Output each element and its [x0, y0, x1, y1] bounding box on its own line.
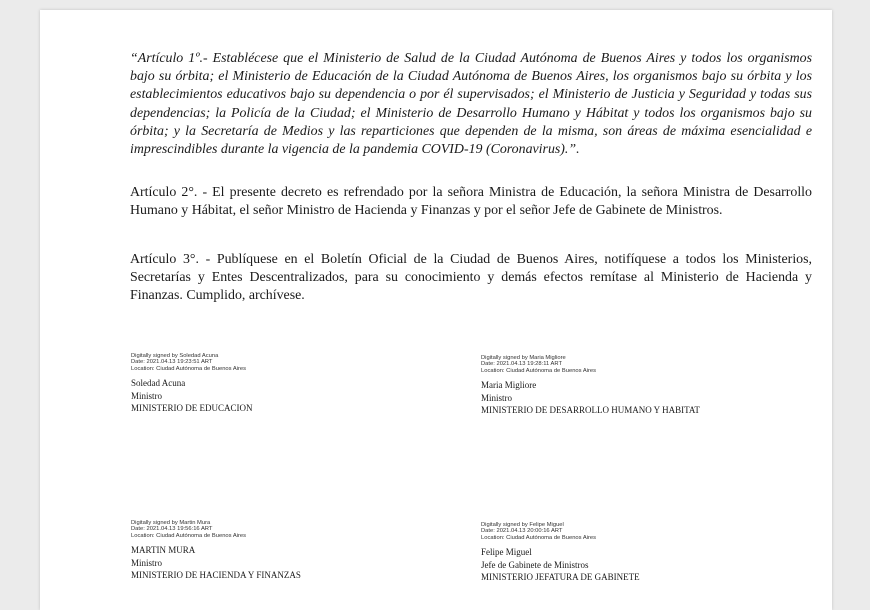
digital-signature-date: Date: 2021.04.13 19:28:11 ART: [481, 361, 563, 368]
document-page: [40, 10, 832, 610]
signature-block: [481, 522, 781, 583]
signer-name: MARTIN MURA: [131, 545, 196, 556]
signer-name: Soledad Acuna: [131, 378, 186, 389]
signer-name: Maria Migliore: [481, 380, 537, 391]
digital-signature-line: Digitally signed by Felipe Miguel: [481, 522, 564, 528]
signer-ministry: MINISTERIO JEFATURA DE GABINETE: [481, 572, 640, 583]
signer-ministry: MINISTERIO DE DESARROLLO HUMANO Y HABITAT: [481, 405, 700, 416]
signer-role: Jefe de Gabinete de Ministros: [481, 559, 589, 570]
signer-ministry: MINISTERIO DE HACIENDA Y FINANZAS: [131, 570, 301, 581]
signer-name: Felipe Miguel: [481, 547, 532, 558]
signer-ministry: MINISTERIO DE EDUCACION: [131, 403, 253, 414]
signer-role: Ministro: [131, 390, 163, 401]
digital-signature-location: Location: Ciudad Autónoma de Buenos Aires: [131, 532, 247, 539]
digital-signature-line: Digitally signed by Maria Migliore: [481, 355, 566, 361]
signature-block: [131, 520, 431, 581]
digital-signature-location: Location: Ciudad Autónoma de Buenos Aires: [481, 534, 597, 541]
digital-signature-date: Date: 2021.04.13 19:56:16 ART: [131, 526, 213, 533]
article-3: Artículo 3°. - Publíquese en el Boletín Oficial de la Ciudad de Buenos Aires, notifíquese a todos los Ministerios, Secretarías y Entes Descentralizados, para su conocimiento y demás efectos remítase al Ministerio de Hacienda y Finanzas. Cumplido, archívese.: [130, 252, 812, 304]
article-1: “Artículo 1º.- Establécese que el Ministerio de Salud de la Ciudad Autónoma de Buenos Aires y todos los organismos bajo su órbita; el Ministerio de Educación de la Ciudad Autónoma de Buenos Aires, los organismos bajo su órbita y los establecimientos educativos bajo su dependencia o por él supervisados; el Ministerio de Justicia y Seguridad y todas sus dependencias; la Policía de la Ciudad; el Ministerio de Desarrollo Humano y Hábitat y todos los organismos bajo su órbita; y la Secretaría de Medios y las reparticiones que dependen de la misma, son áreas de máxima esencialidad e imprescindibles durante la vigencia de la pandemia COVID-19 (Coronavirus).”.: [130, 51, 812, 158]
signature-block: [131, 353, 431, 414]
digital-signature-date: Date: 2021.04.13 19:23:51 ART: [131, 359, 213, 366]
signature-block: [481, 355, 781, 416]
digital-signature-line: Digitally signed by Martin Mura: [131, 520, 211, 526]
digital-signature-location: Location: Ciudad Autónoma de Buenos Aires: [131, 365, 247, 372]
digital-signature-location: Location: Ciudad Autónoma de Buenos Aires: [481, 367, 597, 374]
signer-role: Ministro: [131, 557, 163, 568]
digital-signature-line: Digitally signed by Soledad Acuna: [131, 353, 219, 359]
article-2: Artículo 2°. - El presente decreto es refrendado por la señora Ministra de Educación, la señora Ministra de Desarrollo Humano y Hábitat, el señor Ministro de Hacienda y Finanzas y por el señor Jefe de Gabinete de Ministros.: [130, 185, 812, 219]
digital-signature-date: Date: 2021.04.13 20:00:16 ART: [481, 528, 563, 535]
signer-role: Ministro: [481, 392, 513, 403]
